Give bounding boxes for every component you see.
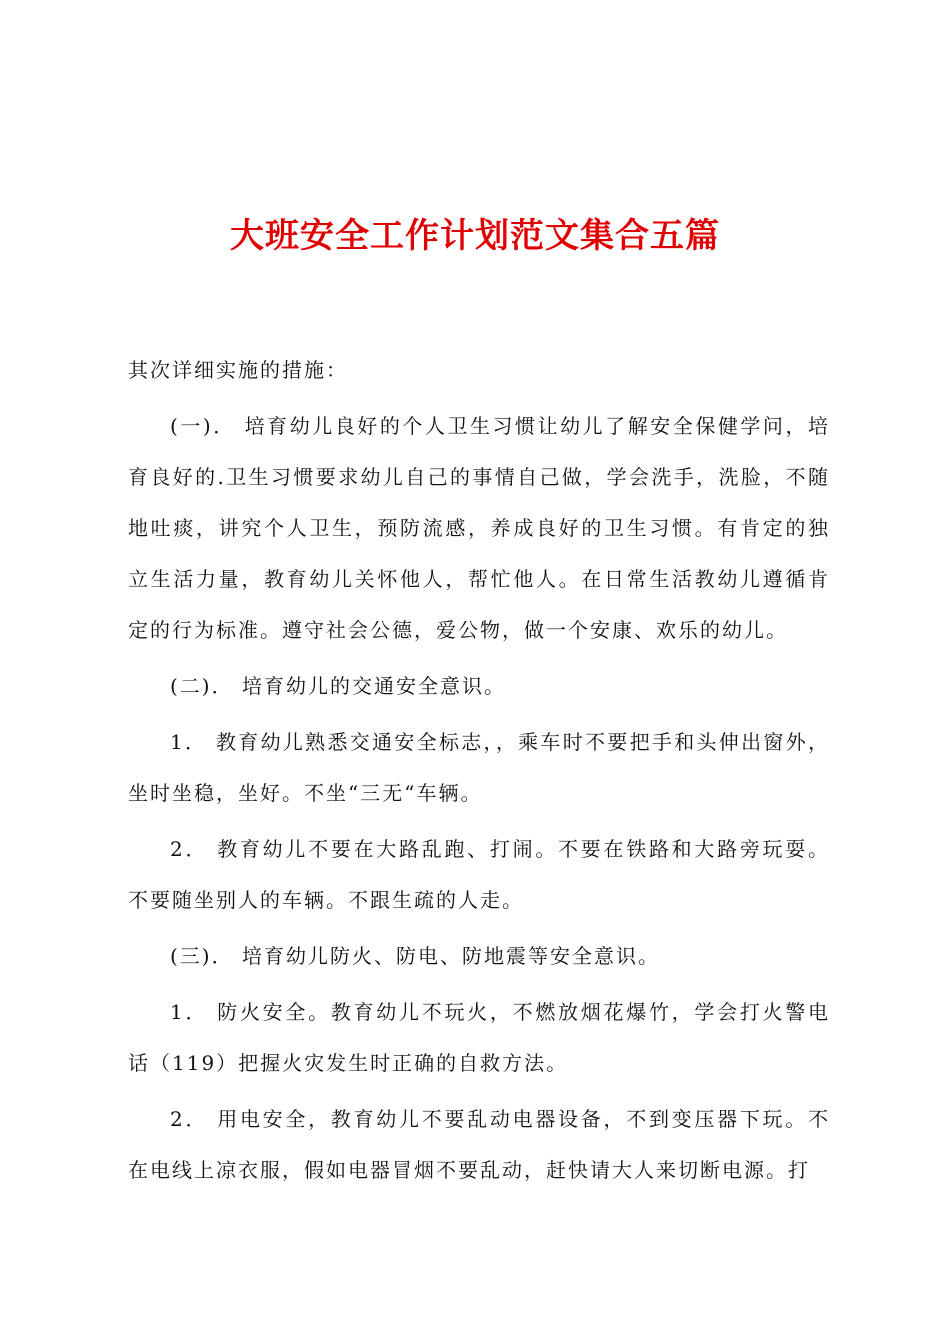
document-title: 大班安全工作计划范文集合五篇 [230,216,720,256]
paragraph-hygiene: (一)． 培育幼儿良好的个人卫生习惯让幼儿了解安全保健学问，培育良好的.卫生习惯要求幼儿自己的事情自己做，学会洗手，洗脸，不随地吐痰，讲究个人卫生，预防流感，养成良好的卫生习惯。有肯定的独立生活力量，教育幼儿关怀他人，帮忙他人。在日常生活教幼儿遵循肯定的行为标准。遵守社会公德，爱公物，做一个安康、欢乐的幼儿。 [128,414,830,642]
paragraph-fire-heading: (三)． 培育幼儿防火、防电、防地震等安全意识。 [170,944,660,968]
paragraph-electric-2: 2． 用电安全，教育幼儿不要乱动电器设备，不到变压器下玩。不在电线上凉衣服，假如电器冒烟不要乱动，赶快请大人来切断电源。打 [128,1107,830,1182]
paragraph-traffic-1: 1． 教育幼儿熟悉交通安全标志，，乘车时不要把手和头伸出窗外，坐时坐稳，坐好。不坐“三无“车辆。 [128,730,830,805]
paragraph-fire-1: 1． 防火安全。教育幼儿不玩火，不燃放烟花爆竹，学会打火警电话（119）把握火灾发生时正确的自救方法。 [128,1000,830,1075]
paragraph-traffic-heading: (二)． 培育幼儿的交通安全意识。 [170,674,506,698]
paragraph-intro: 其次详细实施的措施： [128,358,348,382]
document-body [128,345,830,1201]
paragraph-traffic-2: 2． 教育幼儿不要在大路乱跑、打闹。不要在铁路和大路旁玩耍。不要随坐别人的车辆。不跟生疏的人走。 [128,837,830,912]
